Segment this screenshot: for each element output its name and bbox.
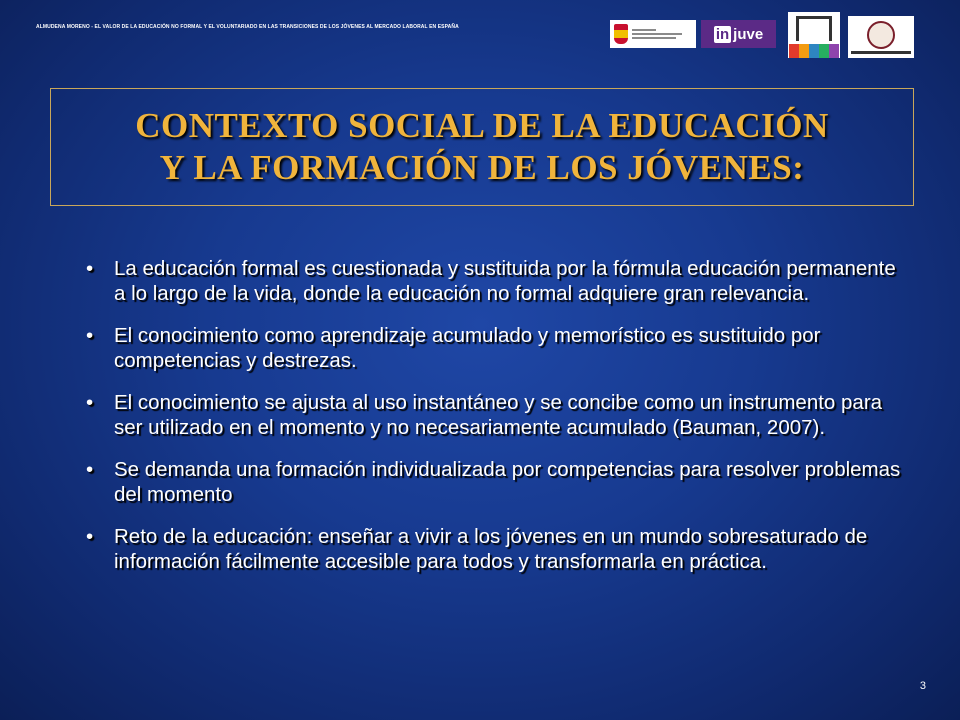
title-box bbox=[50, 88, 914, 206]
spain-coat-of-arms-icon bbox=[614, 24, 628, 44]
bullet-text: La educación formal es cuestionada y sustituida por la fórmula educación permanente a lo largo de la vida, donde la educación no formal adquiere gran relevancia. bbox=[114, 257, 896, 305]
slide-title-line-1: CONTEXTO SOCIAL DE LA EDUCACIÓN bbox=[135, 106, 829, 145]
bullet-marker: • bbox=[86, 324, 94, 347]
ceulaj-logo bbox=[788, 12, 840, 58]
bullet-item bbox=[86, 457, 906, 507]
bullet-list bbox=[86, 256, 906, 591]
bullet-text: El conocimiento como aprendizaje acumulado y memorístico es sustituido por competencias y destrezas. bbox=[114, 324, 821, 372]
page-number: 3 bbox=[919, 680, 926, 692]
bullet-marker: • bbox=[86, 525, 94, 548]
running-header: ALMUDENA MORENO - EL VALOR DE LA EDUCACIÓN NO FORMAL Y EL VOLUNTARIADO EN LAS TRANSICIONES DE LOS JÓVENES AL MERCADO LABORAL EN ESPAÑA bbox=[36, 24, 459, 30]
injuve-logo-rest: juve bbox=[733, 25, 764, 43]
bullet-marker: • bbox=[86, 257, 94, 280]
university-seal-icon bbox=[867, 21, 895, 49]
ceulaj-wordmark bbox=[789, 44, 839, 58]
bullet-item bbox=[86, 323, 906, 373]
slide-title-line-2: Y LA FORMACIÓN DE LOS JÓVENES: bbox=[159, 148, 805, 187]
bullet-item bbox=[86, 256, 906, 306]
bullet-item bbox=[86, 390, 906, 440]
bullet-text: El conocimiento se ajusta al uso instantáneo y se concibe como un instrumento para ser utilizado en el momento y no necesariamente acumulado (Bauman, 2007). bbox=[114, 391, 883, 439]
ministry-logo bbox=[610, 20, 696, 48]
bullet-text: Reto de la educación: enseñar a vivir a los jóvenes en un mundo sobresaturado de información fácilmente accesible para todos y transformarla en práctica. bbox=[114, 525, 868, 573]
ceulaj-mark-icon bbox=[796, 16, 832, 41]
bullet-item bbox=[86, 524, 906, 574]
universidad-valladolid-logo bbox=[848, 16, 914, 58]
slide-title bbox=[135, 105, 829, 189]
bullet-marker: • bbox=[86, 458, 94, 481]
bullet-text: Se demanda una formación individualizada por competencias para resolver problemas del momento bbox=[114, 458, 901, 506]
injuve-logo-in: in bbox=[715, 25, 730, 43]
bullet-marker: • bbox=[86, 391, 94, 414]
injuve-logo bbox=[701, 20, 776, 48]
